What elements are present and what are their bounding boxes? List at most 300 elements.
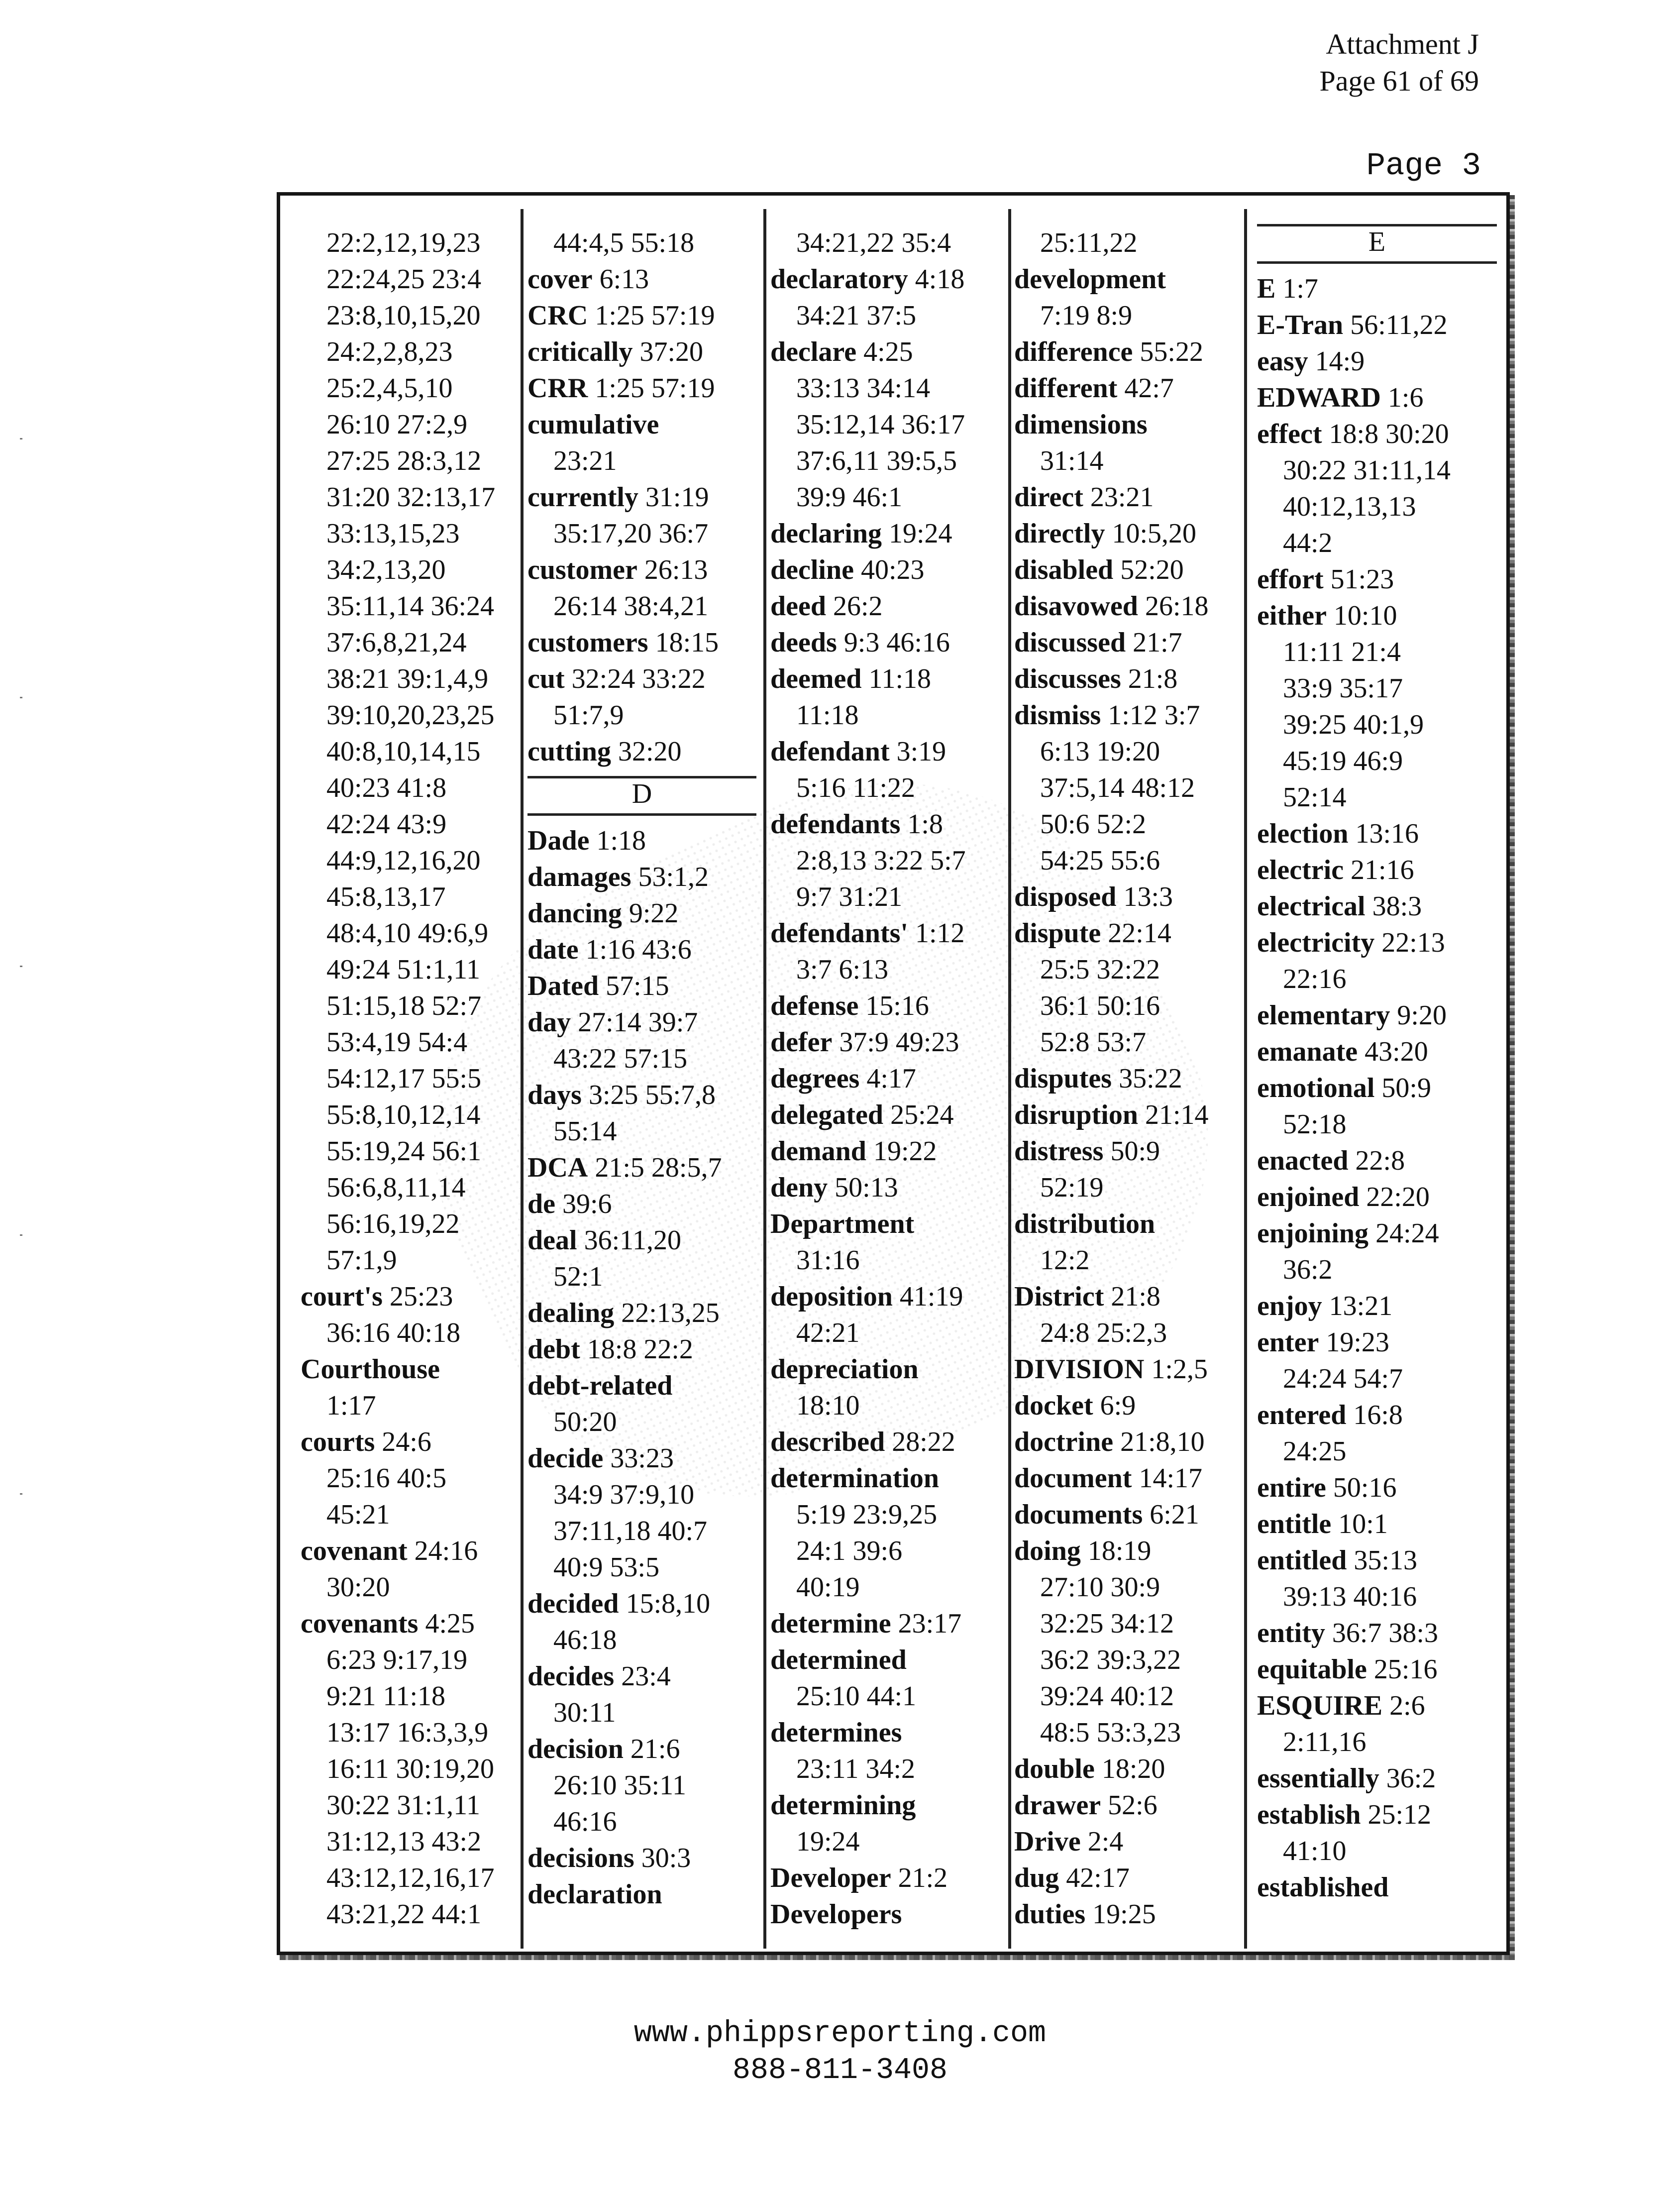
- index-entry: [1014, 1751, 1241, 1787]
- index-entry-continuation: [770, 479, 1002, 516]
- index-entry-continuation: [770, 225, 1002, 261]
- index-entry: [1014, 552, 1241, 588]
- index-entry: [1014, 661, 1241, 697]
- index-entry: [1014, 261, 1241, 298]
- index-entry: [770, 1715, 1002, 1751]
- index-entry-continuation: [301, 261, 510, 298]
- index-term: directly: [1014, 518, 1105, 549]
- page-line-references: 52:6: [1108, 1790, 1157, 1821]
- index-term: date: [527, 934, 579, 965]
- page-line-references: 1:12: [915, 918, 965, 949]
- page-line-references: 24:2,2,8,23: [326, 336, 453, 367]
- index-term: emotional: [1257, 1073, 1375, 1103]
- index-entry-continuation: [527, 443, 756, 479]
- index-entry-continuation: [301, 225, 510, 261]
- index-term: Courthouse: [301, 1354, 440, 1385]
- index-term: E: [1257, 273, 1276, 304]
- page-line-references: 36:2: [1386, 1763, 1436, 1794]
- page-line-references: 32:20: [618, 736, 682, 767]
- page-line-references: 52:8 53:7: [1040, 1027, 1147, 1058]
- page-line-references: 53:4,19 54:4: [326, 1027, 468, 1058]
- index-entry-continuation: [301, 1642, 510, 1678]
- index-entry-continuation: [527, 588, 756, 625]
- index-entry: [1257, 1688, 1497, 1724]
- index-entry-continuation: [1257, 1724, 1497, 1760]
- index-entry: [527, 298, 756, 334]
- index-term: decided: [527, 1588, 619, 1619]
- index-term: Developers: [770, 1899, 902, 1930]
- page-line-references: 37:6,11 39:5,5: [796, 445, 957, 476]
- index-entry: [527, 734, 756, 770]
- index-entry-continuation: [1014, 734, 1241, 770]
- page-line-references: 42:7: [1124, 373, 1174, 404]
- index-term: entitle: [1257, 1509, 1332, 1539]
- page-line-references: 50:6 52:2: [1040, 809, 1147, 840]
- index-entry: [527, 1368, 756, 1404]
- index-column-2: [527, 225, 756, 1913]
- index-entry: [770, 734, 1002, 770]
- index-entry: [1014, 588, 1241, 625]
- page-line-references: 30:20: [326, 1572, 390, 1603]
- index-entry-continuation: [1257, 1579, 1497, 1615]
- index-entry-continuation: [301, 988, 510, 1024]
- page-line-references: 52:18: [1283, 1109, 1347, 1140]
- index-term: deed: [770, 591, 826, 622]
- column-divider: [763, 209, 766, 1949]
- index-term: enjoy: [1257, 1291, 1322, 1321]
- page-line-references: 1:16 43:6: [585, 934, 692, 965]
- page-line-references: 35:13: [1354, 1545, 1417, 1576]
- page-line-references: 21:14: [1145, 1099, 1209, 1130]
- page-line-references: 3:7 6:13: [796, 954, 889, 985]
- index-term: disavowed: [1014, 591, 1138, 622]
- index-entry-continuation: [770, 843, 1002, 879]
- index-entry-continuation: [1014, 298, 1241, 334]
- index-term: disputes: [1014, 1063, 1112, 1094]
- index-entry-continuation: [301, 1715, 510, 1751]
- page-line-references: 40:23: [860, 554, 925, 585]
- page-line-references: 18:15: [655, 627, 719, 658]
- index-entry-continuation: [301, 1061, 510, 1097]
- index-term: Dated: [527, 971, 599, 1001]
- index-term: decision: [527, 1734, 624, 1764]
- page-line-references: 9:20: [1397, 1000, 1447, 1031]
- page-line-references: 33:9 35:17: [1283, 673, 1403, 704]
- index-entry-continuation: [301, 915, 510, 952]
- index-entry: [527, 859, 756, 895]
- page-line-references: 43:20: [1365, 1036, 1428, 1067]
- page-line-references: 45:8,13,17: [326, 881, 446, 912]
- index-term: cut: [527, 663, 565, 694]
- attachment-label: Attachment J: [1326, 28, 1479, 60]
- index-entry: [1014, 1388, 1241, 1424]
- page-line-references: 21:7: [1133, 627, 1182, 658]
- page-line-references: 22:24,25 23:4: [326, 264, 482, 295]
- index-term: effort: [1257, 564, 1324, 595]
- index-term: cutting: [527, 736, 611, 767]
- index-entry: [1257, 816, 1497, 852]
- index-entry: [527, 661, 756, 697]
- page-line-references: 39:10,20,23,25: [326, 700, 495, 731]
- page-line-references: 22:20: [1366, 1182, 1430, 1212]
- index-entry-continuation: [770, 952, 1002, 988]
- index-term: decisions: [527, 1843, 634, 1873]
- index-entry-continuation: [1257, 1252, 1497, 1288]
- index-entry-continuation: [527, 1767, 756, 1804]
- page-line-references: 31:19: [645, 482, 709, 513]
- index-entry: [1014, 879, 1241, 915]
- index-term: enacted: [1257, 1145, 1349, 1176]
- index-term: effect: [1257, 419, 1322, 449]
- page-line-references: 48:5 53:3,23: [1040, 1717, 1181, 1748]
- page-line-references: 19:22: [873, 1136, 937, 1167]
- index-term: degrees: [770, 1063, 860, 1094]
- page-line-references: 44:4,5 55:18: [553, 227, 695, 258]
- index-term: disposed: [1014, 881, 1117, 912]
- index-entry: [770, 588, 1002, 625]
- page-line-references: 6:13: [599, 264, 649, 295]
- index-entry: [770, 516, 1002, 552]
- page-line-references: 36:7 38:3: [1332, 1618, 1438, 1648]
- index-entry: [1257, 416, 1497, 452]
- page-line-references: 9:3 46:16: [843, 627, 950, 658]
- page-line-references: 43:12,12,16,17: [326, 1863, 495, 1893]
- index-entry: [1257, 925, 1497, 961]
- index-entry: [527, 407, 756, 443]
- index-entry-continuation: [301, 697, 510, 734]
- index-term: duties: [1014, 1899, 1086, 1930]
- page-line-references: 11:11 21:4: [1283, 637, 1401, 667]
- page-line-references: 52:14: [1283, 782, 1347, 813]
- index-entry: [1014, 1896, 1241, 1933]
- index-term: established: [1257, 1872, 1389, 1903]
- page-line-references: 48:4,10 49:6,9: [326, 918, 489, 949]
- index-term: Drive: [1014, 1826, 1081, 1857]
- page-line-references: 19:23: [1326, 1327, 1389, 1358]
- index-term: easy: [1257, 346, 1308, 377]
- index-entry: [1014, 1133, 1241, 1170]
- index-entry: [1014, 1206, 1241, 1242]
- page-line-references: 35:17,20 36:7: [553, 518, 709, 549]
- page-line-references: 46:18: [553, 1625, 617, 1655]
- index-entry: [527, 1586, 756, 1622]
- index-term: distress: [1014, 1136, 1104, 1167]
- index-entry-continuation: [1014, 988, 1241, 1024]
- index-entry-continuation: [301, 1206, 510, 1242]
- index-term: CRC: [527, 300, 588, 331]
- page-line-references: 18:19: [1087, 1535, 1152, 1566]
- page-line-references: 5:16 11:22: [796, 772, 916, 803]
- index-entry-continuation: [1257, 1433, 1497, 1470]
- page-line-references: 30:22 31:1,11: [326, 1790, 481, 1821]
- index-entry: [527, 1440, 756, 1477]
- index-entry: [770, 1351, 1002, 1388]
- index-entry: [1014, 1061, 1241, 1097]
- index-entry-continuation: [301, 770, 510, 806]
- index-entry-continuation: [1014, 1170, 1241, 1206]
- page-line-references: 43:21,22 44:1: [326, 1899, 482, 1930]
- index-term: ESQUIRE: [1257, 1690, 1383, 1721]
- index-term: enjoined: [1257, 1182, 1360, 1212]
- index-term: election: [1257, 818, 1349, 849]
- index-entry-continuation: [301, 1388, 510, 1424]
- page-line-references: 22:16: [1283, 964, 1347, 994]
- index-entry-continuation: [527, 1549, 756, 1586]
- index-entry-continuation: [301, 734, 510, 770]
- index-entry: [1257, 1615, 1497, 1651]
- index-entry: [1014, 915, 1241, 952]
- index-entry-continuation: [301, 879, 510, 915]
- index-entry-continuation: [1014, 843, 1241, 879]
- page-line-references: 10:5,20: [1112, 518, 1197, 549]
- page-line-references: 39:6: [562, 1189, 612, 1219]
- page-line-references: 21:5 28:5,7: [595, 1152, 722, 1183]
- page-line-references: 38:3: [1372, 891, 1422, 922]
- frame-shadow-right: [1510, 195, 1515, 1959]
- index-entry: [527, 1004, 756, 1041]
- index-entry-continuation: [527, 1804, 756, 1840]
- index-term: enter: [1257, 1327, 1319, 1358]
- index-term: deemed: [770, 663, 862, 694]
- page-line-references: 32:25 34:12: [1040, 1608, 1174, 1639]
- footer-phone: 888-811-3408: [732, 2054, 948, 2087]
- index-entry-continuation: [770, 1388, 1002, 1424]
- page-line-references: 50:13: [835, 1172, 898, 1203]
- index-entry-continuation: [770, 879, 1002, 915]
- index-entry-continuation: [1014, 1715, 1241, 1751]
- page-line-references: 27:10 30:9: [1040, 1572, 1160, 1603]
- index-entry-continuation: [1257, 489, 1497, 525]
- page-line-references: 26:13: [644, 554, 708, 585]
- index-term: DIVISION: [1014, 1354, 1145, 1385]
- page-line-references: 4:25: [863, 336, 913, 367]
- index-term: essentially: [1257, 1763, 1379, 1794]
- page-line-references: 41:10: [1283, 1836, 1347, 1866]
- index-entry: [301, 1424, 510, 1460]
- index-entry: [1257, 1542, 1497, 1579]
- index-entry: [301, 1279, 510, 1315]
- index-entry-continuation: [1257, 670, 1497, 707]
- page-line-references: 24:16: [414, 1535, 478, 1566]
- index-term: currently: [527, 482, 638, 513]
- index-term: declaration: [527, 1879, 662, 1910]
- index-entry-continuation: [770, 1315, 1002, 1351]
- page-line-references: 25:16: [1373, 1654, 1438, 1685]
- page-line-references: 22:13,25: [621, 1298, 720, 1328]
- index-entry: [1257, 1215, 1497, 1252]
- index-entry: [1257, 307, 1497, 343]
- index-term: difference: [1014, 336, 1133, 367]
- index-term: declaratory: [770, 264, 908, 295]
- index-term: disabled: [1014, 554, 1114, 585]
- index-entry-continuation: [770, 1751, 1002, 1787]
- index-term: courts: [301, 1426, 375, 1457]
- index-entry-continuation: [1014, 225, 1241, 261]
- attachment-page-count: Page 61 of 69: [1319, 65, 1479, 97]
- index-entry: [770, 1206, 1002, 1242]
- page-line-references: 35:12,14 36:17: [796, 409, 965, 440]
- index-entry-continuation: [527, 1404, 756, 1440]
- index-entry: [1014, 370, 1241, 407]
- page-line-references: 56:16,19,22: [326, 1208, 460, 1239]
- page-line-references: 37:9 49:23: [839, 1027, 959, 1058]
- page-line-references: 39:25 40:1,9: [1283, 709, 1424, 740]
- index-entry: [770, 552, 1002, 588]
- index-entry-continuation: [770, 1824, 1002, 1860]
- index-entry: [1014, 697, 1241, 734]
- index-entry: [1014, 479, 1241, 516]
- index-entry-continuation: [301, 588, 510, 625]
- index-term: electric: [1257, 855, 1344, 885]
- page-line-references: 52:20: [1120, 554, 1184, 585]
- page-line-references: 38:21 39:1,4,9: [326, 663, 489, 694]
- transcript-page-number: Page 3: [1366, 148, 1481, 184]
- page-line-references: 36:16 40:18: [326, 1317, 461, 1348]
- index-term: equitable: [1257, 1654, 1367, 1685]
- index-term: defer: [770, 1027, 833, 1058]
- page-line-references: 13:3: [1123, 881, 1173, 912]
- index-entry: [527, 1731, 756, 1767]
- index-term: defendant: [770, 736, 890, 767]
- page-line-references: 1:25 57:19: [595, 300, 715, 331]
- index-term: determining: [770, 1790, 916, 1821]
- page-line-references: 24:6: [382, 1426, 431, 1457]
- index-entry: [1257, 561, 1497, 598]
- index-entry-continuation: [301, 1678, 510, 1715]
- page-line-references: 2:4: [1087, 1826, 1124, 1857]
- index-entry: [770, 1133, 1002, 1170]
- index-term: damages: [527, 862, 631, 892]
- page-line-references: 36:2: [1283, 1254, 1333, 1285]
- page-line-references: 9:22: [629, 898, 679, 929]
- page-line-references: 46:16: [553, 1806, 617, 1837]
- page-line-references: 51:23: [1330, 564, 1394, 595]
- page-line-references: 11:18: [868, 663, 931, 694]
- index-entry: [1257, 1143, 1497, 1179]
- page-line-references: 25:11,22: [1040, 227, 1138, 258]
- page-line-references: 5:19 23:9,25: [796, 1499, 938, 1530]
- index-entry-continuation: [527, 1622, 756, 1658]
- index-entry: [301, 1351, 510, 1388]
- page-line-references: 2:6: [1389, 1690, 1425, 1721]
- index-entry-continuation: [1257, 634, 1497, 670]
- index-term: CRR: [527, 373, 588, 404]
- page-line-references: 49:24 51:1,11: [326, 954, 481, 985]
- page-line-references: 10:10: [1333, 600, 1397, 631]
- index-term: deposition: [770, 1281, 893, 1312]
- index-entry: [770, 1279, 1002, 1315]
- index-entry: [1257, 1324, 1497, 1361]
- index-entry: [527, 823, 756, 859]
- page-line-references: 56:11,22: [1350, 310, 1448, 340]
- index-entry: [1257, 1651, 1497, 1688]
- index-entry-continuation: [1257, 779, 1497, 816]
- index-entry: [1257, 1034, 1497, 1070]
- page-line-references: 52:1: [553, 1261, 603, 1292]
- index-entry: [770, 1097, 1002, 1133]
- page-line-references: 37:11,18 40:7: [553, 1516, 708, 1546]
- page-line-references: 33:13,15,23: [326, 518, 460, 549]
- page-line-references: 55:14: [553, 1116, 617, 1147]
- footer-website: www.phippsreporting.com: [633, 2017, 1047, 2051]
- index-term: day: [527, 1007, 571, 1038]
- index-entry: [1257, 271, 1497, 307]
- index-term: depreciation: [770, 1354, 919, 1385]
- page-line-references: 22:2,12,19,23: [326, 227, 481, 258]
- page-line-references: 50:20: [553, 1407, 617, 1437]
- page-line-references: 10:1: [1338, 1509, 1388, 1539]
- header-attachment: [1319, 26, 1479, 100]
- index-entry: [1014, 625, 1241, 661]
- index-entry: [770, 261, 1002, 298]
- index-term: dug: [1014, 1863, 1059, 1893]
- page-line-references: 31:20 32:13,17: [326, 482, 496, 513]
- index-term: discusses: [1014, 663, 1121, 694]
- index-entry: [1257, 1070, 1497, 1106]
- page-line-references: 13:21: [1329, 1291, 1393, 1321]
- page-line-references: 40:8,10,14,15: [326, 736, 481, 767]
- index-entry-continuation: [1257, 1106, 1497, 1143]
- page-line-references: 35:11,14 36:24: [326, 591, 495, 622]
- index-entry: [1014, 1279, 1241, 1315]
- index-entry-continuation: [770, 770, 1002, 806]
- index-term: electricity: [1257, 927, 1375, 958]
- index-term: declare: [770, 336, 857, 367]
- index-entry-continuation: [301, 443, 510, 479]
- page-line-references: 51:15,18 52:7: [326, 990, 482, 1021]
- index-term: Developer: [770, 1863, 891, 1893]
- page-line-references: 54:25 55:6: [1040, 845, 1160, 876]
- index-entry: [527, 625, 756, 661]
- page-line-references: 53:1,2: [638, 862, 709, 892]
- page-line-references: 27:25 28:3,12: [326, 445, 482, 476]
- page-line-references: 55:8,10,12,14: [326, 1099, 481, 1130]
- index-entry-continuation: [301, 1860, 510, 1896]
- index-entry: [770, 915, 1002, 952]
- page-line-references: 55:22: [1140, 336, 1203, 367]
- index-term: disruption: [1014, 1099, 1138, 1130]
- index-entry: [527, 1295, 756, 1331]
- page-line-references: 44:9,12,16,20: [326, 845, 481, 876]
- index-term: declaring: [770, 518, 882, 549]
- page-line-references: 9:21 11:18: [326, 1681, 446, 1712]
- page-line-references: 12:2: [1040, 1245, 1090, 1276]
- index-entry: [770, 1896, 1002, 1933]
- column-divider: [521, 209, 524, 1949]
- index-term: dispute: [1014, 918, 1101, 949]
- page-line-references: 14:17: [1139, 1463, 1203, 1494]
- index-entry: [527, 1876, 756, 1913]
- page-line-references: 43:22 57:15: [553, 1043, 688, 1074]
- page-line-references: 4:25: [425, 1608, 475, 1639]
- index-entry-continuation: [1257, 1361, 1497, 1397]
- index-entry-continuation: [1014, 1242, 1241, 1279]
- index-term: covenants: [301, 1608, 419, 1639]
- index-entry-continuation: [770, 298, 1002, 334]
- index-entry-continuation: [301, 1824, 510, 1860]
- page-line-references: 24:25: [1283, 1436, 1347, 1467]
- page-line-references: 15:16: [865, 990, 929, 1021]
- page-line-references: 3:19: [896, 736, 946, 767]
- index-entry: [1257, 380, 1497, 416]
- page-line-references: 26:10 27:2,9: [326, 409, 468, 440]
- page-line-references: 39:13 40:16: [1283, 1581, 1417, 1612]
- column-divider: [1244, 209, 1247, 1949]
- page-line-references: 40:23 41:8: [326, 772, 447, 803]
- index-term: debt-related: [527, 1370, 673, 1401]
- index-term: entered: [1257, 1400, 1347, 1430]
- index-entry-continuation: [527, 1513, 756, 1549]
